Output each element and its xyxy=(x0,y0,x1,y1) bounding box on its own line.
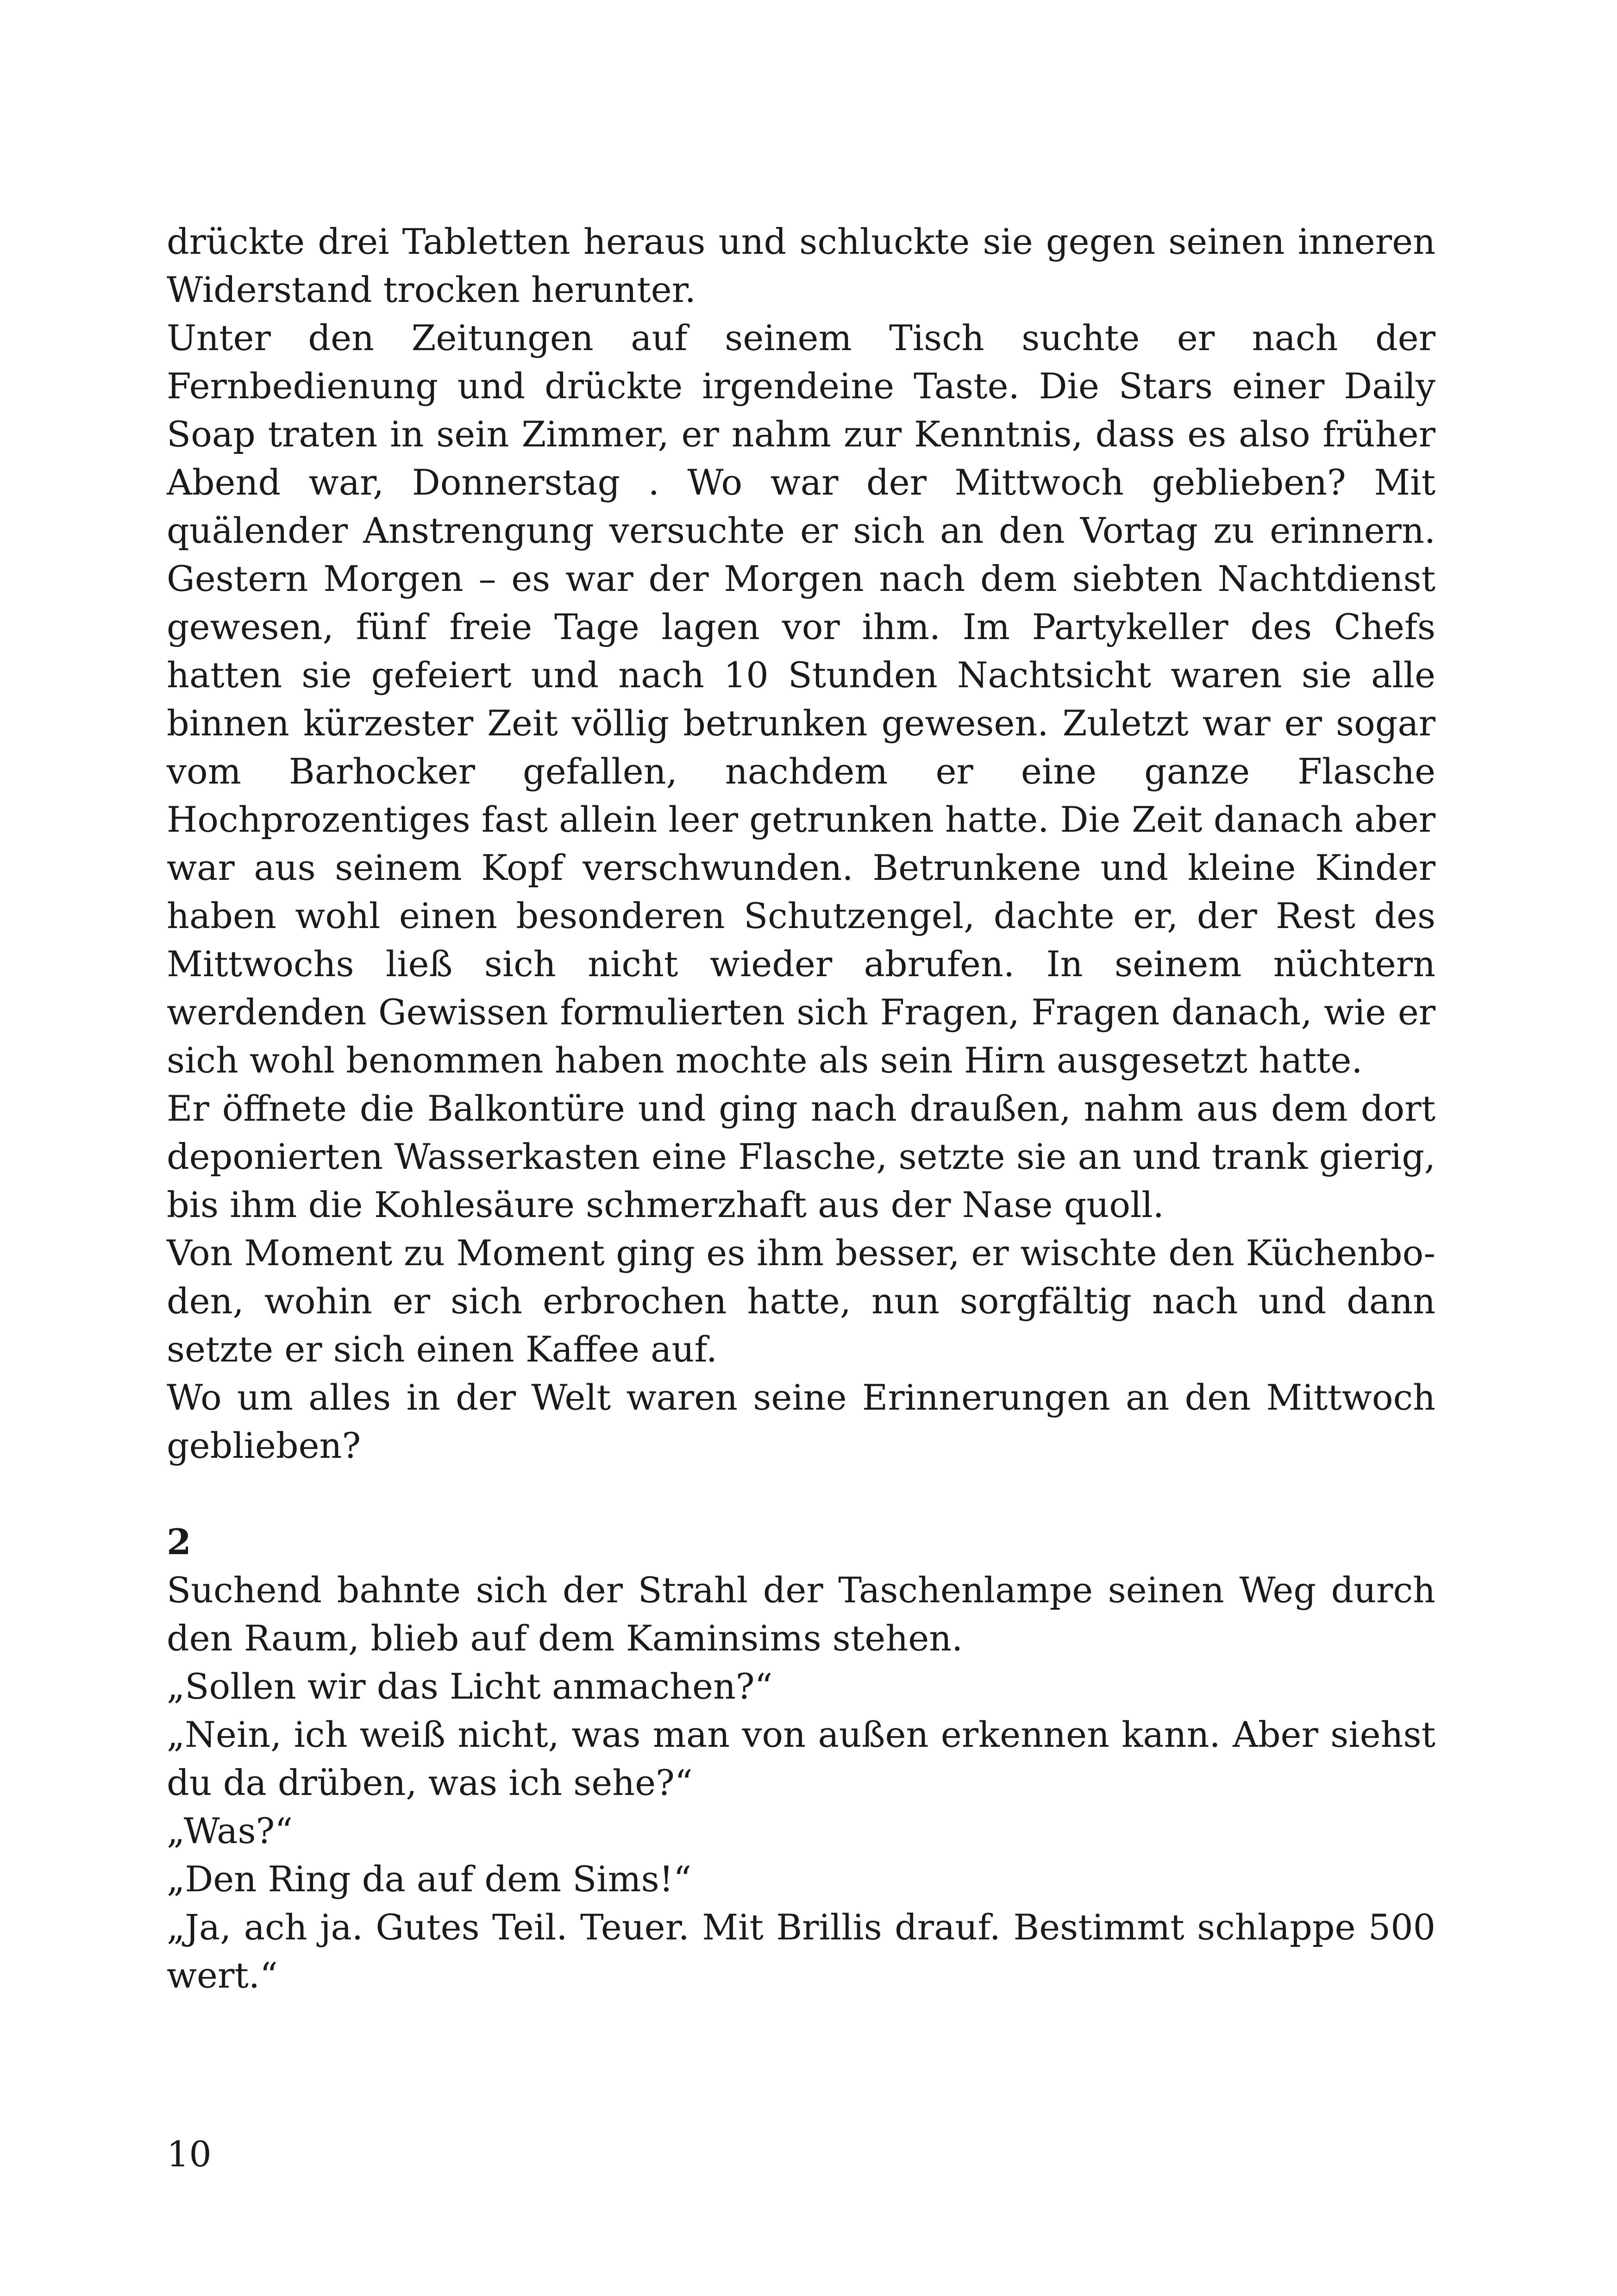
paragraph: Wo um alles in der Welt waren seine Erinnerungen an den Mittwoch geblieben? xyxy=(167,1377,1435,1466)
paragraph: Von Moment zu Moment ging es ihm besser, er wischte den Küchenboden, wohin er sich erbrochen hatte, nun sorgfältig nach und dann setzte er sich einen Kaffee auf. xyxy=(167,1232,1435,1370)
dialogue-line: „Nein, ich weiß nicht, was man von außen erkennen kann. Aber siehst du da drüben, was ich sehe?“ xyxy=(167,1714,1435,1803)
dialogue-line: „Sollen wir das Licht anmachen?“ xyxy=(167,1666,773,1707)
dialogue-line: „Ja, ach ja. Gutes Teil. Teuer. Mit Brillis drauf. Bestimmt schlappe 500 wert.“ xyxy=(167,1907,1435,1996)
body-text xyxy=(167,218,1435,2000)
paragraph: Suchend bahnte sich der Strahl der Taschenlampe seinen Weg durch den Raum, blieb auf dem Kaminsims stehen. xyxy=(167,1569,1435,1659)
page-number: 10 xyxy=(167,2133,212,2175)
paragraph: Er öffnete die Balkontüre und ging nach draußen, nahm aus dem dort deponierten Wasserkasten eine Flasche, setzte sie an und trank gierig, bis ihm die Kohlesäure schmerzhaft aus der Nase quoll. xyxy=(167,1088,1435,1225)
chapter-number: 2 xyxy=(167,1521,191,1562)
chapter-spacer xyxy=(167,1470,1435,1518)
dialogue-line: „Den Ring da auf dem Sims!“ xyxy=(167,1858,692,1900)
dialogue-line: „Was?“ xyxy=(167,1810,293,1851)
paragraph: drückte drei Tabletten heraus und schluckte sie gegen seinen inneren Widerstand trocken herunter. xyxy=(167,221,1435,310)
paragraph: Unter den Zeitungen auf seinem Tisch suchte er nach der Fernbedienung und drückte irgendeine Taste. Die Stars einer Daily Soap traten in sein Zimmer, er nahm zur Kenntnis, dass es also früher Abend war, Donnerstag . Wo war der Mittwoch geblieben? Mit quälender Anstrengung versuchte er sich an den Vortag zu erinnern. Gestern Morgen – es war der Morgen nach dem siebten Nachtdienst gewesen, fünf freie Tage lagen vor ihm. Im Partykeller des Chefs hatten sie gefeiert und nach 10 Stunden Nachtsicht waren sie alle binnen kürzester Zeit völlig betrunken gewesen. Zuletzt war er sogar vom Barhocker gefallen, nachdem er eine ganze Flasche Hochprozentiges fast allein leer getrunken hatte. Die Zeit danach aber war aus seinem Kopf verschwunden. Betrunkene und kleine Kinder haben wohl einen besonderen Schutzengel, dachte er, der Rest des Mittwochs ließ sich nicht wieder abrufen. In seinem nüchtern werdenden Gewissen formulierten sich Fragen, Fragen danach, wie er sich wohl benommen haben mochte als sein Hirn ausgesetzt hatte. xyxy=(167,317,1435,1081)
